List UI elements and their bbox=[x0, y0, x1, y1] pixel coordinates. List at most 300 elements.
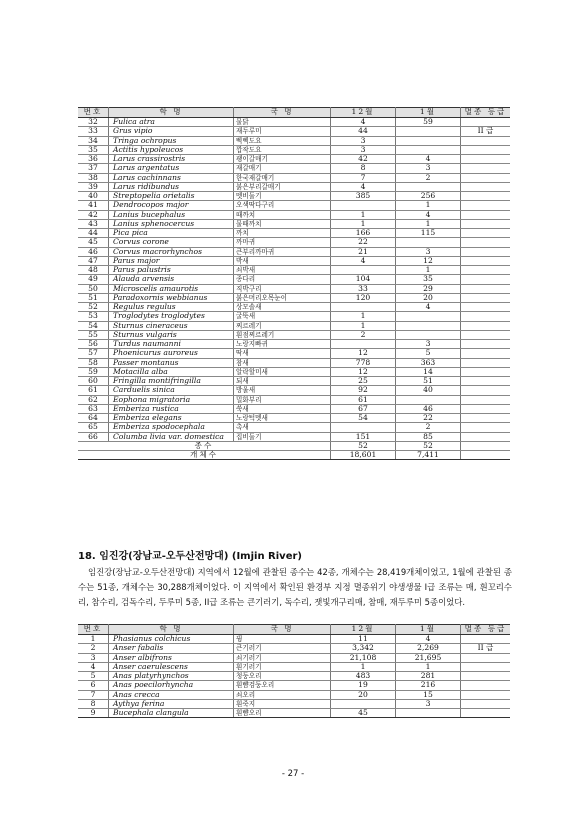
total-january: 7,411 bbox=[396, 451, 461, 460]
cell-no: 61 bbox=[78, 386, 109, 395]
cell-scientific-name: Parus palustris bbox=[109, 266, 234, 275]
cell-scientific-name: Streptopelia orietalis bbox=[109, 192, 234, 201]
cell-korean-name: 종다리 bbox=[234, 275, 331, 284]
cell-no: 55 bbox=[78, 330, 109, 339]
cell-scientific-name: Alauda arvensis bbox=[109, 275, 234, 284]
table-row bbox=[78, 247, 510, 256]
cell-december: 2 bbox=[331, 330, 396, 339]
cell-december: 1 bbox=[331, 321, 396, 330]
cell-korean-name: 멧비둘기 bbox=[234, 192, 331, 201]
table-row bbox=[78, 312, 510, 321]
cell-january: 51 bbox=[396, 377, 461, 386]
cell-scientific-name: Regulus regulus bbox=[109, 303, 234, 312]
cell-january bbox=[396, 136, 461, 145]
cell-january: 4 bbox=[396, 303, 461, 312]
cell-korean-name: 때까치 bbox=[234, 210, 331, 219]
cell-endangered-grade bbox=[461, 690, 511, 699]
cell-december: 25 bbox=[331, 377, 396, 386]
cell-korean-name: 청둥오리 bbox=[234, 672, 331, 681]
cell-no: 56 bbox=[78, 340, 109, 349]
cell-january: 5 bbox=[396, 349, 461, 358]
cell-endangered-grade bbox=[461, 395, 511, 404]
table-row bbox=[78, 201, 510, 210]
cell-korean-name: 집비둘기 bbox=[234, 432, 331, 441]
cell-january bbox=[396, 321, 461, 330]
cell-korean-name: 쇠기러기 bbox=[234, 653, 331, 662]
cell-endangered-grade bbox=[461, 247, 511, 256]
cell-endangered-grade bbox=[461, 312, 511, 321]
cell-december: 12 bbox=[331, 367, 396, 376]
cell-scientific-name: Corvus macrorhynchos bbox=[109, 247, 234, 256]
cell-december: 4 bbox=[331, 182, 396, 191]
cell-december: 11 bbox=[331, 635, 396, 644]
cell-korean-name: 박새 bbox=[234, 256, 331, 265]
cell-korean-name: 흰죽지 bbox=[234, 699, 331, 708]
cell-december: 4 bbox=[331, 118, 396, 127]
cell-no: 2 bbox=[78, 644, 109, 653]
cell-december: 61 bbox=[331, 395, 396, 404]
cell-january: 85 bbox=[396, 432, 461, 441]
cell-korean-name: 촉새 bbox=[234, 423, 331, 432]
cell-scientific-name: Paradoxornis webbianus bbox=[109, 293, 234, 302]
cell-scientific-name: Aythya ferina bbox=[109, 699, 234, 708]
table-row bbox=[78, 395, 510, 404]
cell-december: 21,108 bbox=[331, 653, 396, 662]
cell-january bbox=[396, 709, 461, 718]
cell-scientific-name: Columba livia var. domestica bbox=[109, 432, 234, 441]
table-header-row bbox=[78, 625, 510, 635]
cell-scientific-name: Emberiza spodocephala bbox=[109, 423, 234, 432]
cell-korean-name: 깝작도요 bbox=[234, 145, 331, 154]
table-row bbox=[78, 349, 510, 358]
cell-december: 21 bbox=[331, 247, 396, 256]
cell-december: 3 bbox=[331, 136, 396, 145]
cell-january: 363 bbox=[396, 358, 461, 367]
cell-endangered-grade bbox=[461, 238, 511, 247]
cell-no: 54 bbox=[78, 321, 109, 330]
cell-endangered-grade bbox=[461, 136, 511, 145]
cell-endangered-grade bbox=[461, 653, 511, 662]
cell-scientific-name: Grus vipio bbox=[109, 127, 234, 136]
cell-january: 1 bbox=[396, 201, 461, 210]
cell-december: 1 bbox=[331, 210, 396, 219]
cell-no: 8 bbox=[78, 699, 109, 708]
header-no: 번호 bbox=[78, 108, 109, 118]
cell-january bbox=[396, 312, 461, 321]
cell-no: 49 bbox=[78, 275, 109, 284]
cell-january: 2,269 bbox=[396, 644, 461, 653]
cell-december: 44 bbox=[331, 127, 396, 136]
table-row bbox=[78, 173, 510, 182]
table-row bbox=[78, 644, 510, 653]
cell-korean-name: 쇠오리 bbox=[234, 690, 331, 699]
cell-korean-name: 괭이갈매기 bbox=[234, 155, 331, 164]
cell-january: 12 bbox=[396, 256, 461, 265]
cell-korean-name: 노랑지빠귀 bbox=[234, 340, 331, 349]
cell-december: 1 bbox=[331, 312, 396, 321]
table-total-row bbox=[78, 451, 510, 460]
cell-no: 57 bbox=[78, 349, 109, 358]
table-row bbox=[78, 358, 510, 367]
cell-endangered-grade bbox=[461, 386, 511, 395]
cell-no: 5 bbox=[78, 672, 109, 681]
cell-korean-name: 꿩 bbox=[234, 635, 331, 644]
cell-korean-name: 물닭 bbox=[234, 118, 331, 127]
cell-no: 44 bbox=[78, 229, 109, 238]
cell-scientific-name: Passer montanus bbox=[109, 358, 234, 367]
cell-endangered-grade bbox=[461, 451, 511, 460]
cell-december: 19 bbox=[331, 681, 396, 690]
cell-korean-name: 붉은머리오목눈이 bbox=[234, 293, 331, 302]
total-december: 52 bbox=[331, 441, 396, 450]
cell-no: 39 bbox=[78, 182, 109, 191]
header-endangered-grade: 멸종 등급 bbox=[461, 625, 511, 635]
cell-no: 50 bbox=[78, 284, 109, 293]
cell-korean-name: 방울새 bbox=[234, 386, 331, 395]
cell-no: 3 bbox=[78, 653, 109, 662]
cell-december: 1 bbox=[331, 219, 396, 228]
cell-january: 20 bbox=[396, 293, 461, 302]
cell-january bbox=[396, 238, 461, 247]
table-row bbox=[78, 136, 510, 145]
cell-no: 6 bbox=[78, 681, 109, 690]
header-december: 12월 bbox=[331, 625, 396, 635]
cell-january: 4 bbox=[396, 210, 461, 219]
cell-endangered-grade bbox=[461, 404, 511, 413]
cell-korean-name: 참새 bbox=[234, 358, 331, 367]
cell-no: 63 bbox=[78, 404, 109, 413]
cell-endangered-grade bbox=[461, 709, 511, 718]
cell-scientific-name: Anser fabalis bbox=[109, 644, 234, 653]
cell-december: 12 bbox=[331, 349, 396, 358]
cell-december: 151 bbox=[331, 432, 396, 441]
cell-no: 51 bbox=[78, 293, 109, 302]
cell-korean-name: 한국재갈매기 bbox=[234, 173, 331, 182]
cell-scientific-name: Emberiza rustica bbox=[109, 404, 234, 413]
cell-no: 4 bbox=[78, 662, 109, 671]
cell-scientific-name: Emberiza elegans bbox=[109, 414, 234, 423]
cell-korean-name: 오색딱다구리 bbox=[234, 201, 331, 210]
cell-december: 483 bbox=[331, 672, 396, 681]
cell-endangered-grade bbox=[461, 340, 511, 349]
cell-endangered-grade bbox=[461, 672, 511, 681]
table-row bbox=[78, 681, 510, 690]
cell-december: 54 bbox=[331, 414, 396, 423]
table-header-row bbox=[78, 108, 510, 118]
cell-december bbox=[331, 423, 396, 432]
cell-scientific-name: Larus argentatus bbox=[109, 164, 234, 173]
cell-endangered-grade bbox=[461, 432, 511, 441]
table-row bbox=[78, 653, 510, 662]
cell-korean-name: 상모솔새 bbox=[234, 303, 331, 312]
cell-no: 46 bbox=[78, 247, 109, 256]
cell-scientific-name: Actitis hypoleucos bbox=[109, 145, 234, 154]
cell-korean-name: 되새 bbox=[234, 377, 331, 386]
header-korean-name: 국 명 bbox=[234, 108, 331, 118]
cell-no: 62 bbox=[78, 395, 109, 404]
cell-no: 35 bbox=[78, 145, 109, 154]
cell-december: 7 bbox=[331, 173, 396, 182]
table-row bbox=[78, 210, 510, 219]
cell-scientific-name: Phoenicurus auroreus bbox=[109, 349, 234, 358]
cell-january: 1 bbox=[396, 662, 461, 671]
table-total-row bbox=[78, 441, 510, 450]
cell-endangered-grade: II 급 bbox=[461, 644, 511, 653]
cell-january: 1 bbox=[396, 266, 461, 275]
cell-endangered-grade: II 급 bbox=[461, 127, 511, 136]
cell-january: 35 bbox=[396, 275, 461, 284]
cell-scientific-name: Anser albifrons bbox=[109, 653, 234, 662]
cell-no: 60 bbox=[78, 377, 109, 386]
table-row bbox=[78, 275, 510, 284]
cell-endangered-grade bbox=[461, 303, 511, 312]
cell-no: 40 bbox=[78, 192, 109, 201]
cell-scientific-name: Larus crassirostris bbox=[109, 155, 234, 164]
cell-january: 29 bbox=[396, 284, 461, 293]
cell-korean-name: 쇠박새 bbox=[234, 266, 331, 275]
cell-no: 52 bbox=[78, 303, 109, 312]
cell-january: 3 bbox=[396, 247, 461, 256]
cell-december: 3,342 bbox=[331, 644, 396, 653]
cell-no: 58 bbox=[78, 358, 109, 367]
cell-january: 40 bbox=[396, 386, 461, 395]
cell-january: 14 bbox=[396, 367, 461, 376]
section-heading: 18. 임진강(장남교-오두산전망대) (Imjin River) bbox=[78, 551, 302, 562]
cell-korean-name: 물때까치 bbox=[234, 219, 331, 228]
section-paragraph: 임진강(장남교-오두산전망대) 지역에서 12월에 관찰된 종수는 42종, 개체수는 28,419개체이었고, 1월에 관찰된 종수는 51종, 개체수는 30,288개체이었다. 이 지역에서 확인된 환경부 지정 멸종위기 야생생물 I급 조류는 매, 흰꼬리수리, 참수리, 검독수리, 두루미 5종, II급 조류는 큰기러기, 독수리, 잿빛개구리매, 참매, 재두루미 5종이었다. bbox=[78, 567, 512, 607]
cell-scientific-name: Motacilla alba bbox=[109, 367, 234, 376]
header-scientific-name: 학 명 bbox=[109, 625, 234, 635]
cell-january bbox=[396, 395, 461, 404]
cell-scientific-name: Pica pica bbox=[109, 229, 234, 238]
cell-january: 3 bbox=[396, 699, 461, 708]
table-row bbox=[78, 690, 510, 699]
table-row bbox=[78, 238, 510, 247]
total-label: 종수 bbox=[78, 441, 331, 450]
cell-scientific-name: Lanius bucephalus bbox=[109, 210, 234, 219]
header-scientific-name: 학 명 bbox=[109, 108, 234, 118]
cell-december: 20 bbox=[331, 690, 396, 699]
cell-december: 92 bbox=[331, 386, 396, 395]
cell-december: 166 bbox=[331, 229, 396, 238]
cell-scientific-name: Larus cachinnans bbox=[109, 173, 234, 182]
cell-endangered-grade bbox=[461, 182, 511, 191]
cell-scientific-name: Lanius sphenocercus bbox=[109, 219, 234, 228]
cell-january: 21,695 bbox=[396, 653, 461, 662]
cell-endangered-grade bbox=[461, 662, 511, 671]
cell-january: 46 bbox=[396, 404, 461, 413]
cell-december: 8 bbox=[331, 164, 396, 173]
cell-korean-name: 밀화부리 bbox=[234, 395, 331, 404]
cell-korean-name: 굴뚝새 bbox=[234, 312, 331, 321]
table-row bbox=[78, 709, 510, 718]
cell-no: 41 bbox=[78, 201, 109, 210]
cell-scientific-name: Troglodytes troglodytes bbox=[109, 312, 234, 321]
cell-endangered-grade bbox=[461, 284, 511, 293]
cell-endangered-grade bbox=[461, 699, 511, 708]
cell-scientific-name: Corvus corone bbox=[109, 238, 234, 247]
cell-korean-name: 알락할미새 bbox=[234, 367, 331, 376]
cell-scientific-name: Turdus naumanni bbox=[109, 340, 234, 349]
cell-korean-name: 흰뺨검둥오리 bbox=[234, 681, 331, 690]
cell-scientific-name: Sturnus cineraceus bbox=[109, 321, 234, 330]
cell-january: 15 bbox=[396, 690, 461, 699]
cell-december: 33 bbox=[331, 284, 396, 293]
cell-endangered-grade bbox=[461, 358, 511, 367]
table-row bbox=[78, 321, 510, 330]
cell-korean-name: 까치 bbox=[234, 229, 331, 238]
cell-january bbox=[396, 127, 461, 136]
cell-no: 43 bbox=[78, 219, 109, 228]
cell-endangered-grade bbox=[461, 173, 511, 182]
cell-december: 120 bbox=[331, 293, 396, 302]
cell-endangered-grade bbox=[461, 145, 511, 154]
cell-endangered-grade bbox=[461, 367, 511, 376]
cell-endangered-grade bbox=[461, 681, 511, 690]
cell-scientific-name: Larus ridibundus bbox=[109, 182, 234, 191]
cell-endangered-grade bbox=[461, 275, 511, 284]
cell-endangered-grade bbox=[461, 219, 511, 228]
cell-no: 64 bbox=[78, 414, 109, 423]
cell-korean-name: 흰점찌르레기 bbox=[234, 330, 331, 339]
cell-december: 22 bbox=[331, 238, 396, 247]
cell-korean-name: 큰부리까마귀 bbox=[234, 247, 331, 256]
cell-december: 4 bbox=[331, 256, 396, 265]
cell-no: 59 bbox=[78, 367, 109, 376]
cell-no: 42 bbox=[78, 210, 109, 219]
cell-no: 37 bbox=[78, 164, 109, 173]
cell-endangered-grade bbox=[461, 229, 511, 238]
cell-scientific-name: Fringilla montifringilla bbox=[109, 377, 234, 386]
cell-scientific-name: Parus major bbox=[109, 256, 234, 265]
cell-no: 47 bbox=[78, 256, 109, 265]
header-january: 1월 bbox=[396, 625, 461, 635]
cell-endangered-grade bbox=[461, 293, 511, 302]
header-endangered-grade: 멸종 등급 bbox=[461, 108, 511, 118]
cell-korean-name: 큰기러기 bbox=[234, 644, 331, 653]
cell-december: 778 bbox=[331, 358, 396, 367]
cell-no: 36 bbox=[78, 155, 109, 164]
cell-korean-name: 쑥새 bbox=[234, 404, 331, 413]
page-number: - 27 - bbox=[281, 769, 305, 779]
cell-korean-name: 붉은부리갈매기 bbox=[234, 182, 331, 191]
cell-january: 4 bbox=[396, 155, 461, 164]
cell-korean-name: 까마귀 bbox=[234, 238, 331, 247]
cell-scientific-name: Anser caerulescens bbox=[109, 662, 234, 671]
table-row bbox=[78, 127, 510, 136]
cell-no: 45 bbox=[78, 238, 109, 247]
cell-korean-name: 흰기러기 bbox=[234, 662, 331, 671]
cell-endangered-grade bbox=[461, 210, 511, 219]
cell-korean-name: 재갈매기 bbox=[234, 164, 331, 173]
total-label: 개체수 bbox=[78, 451, 331, 460]
cell-endangered-grade bbox=[461, 321, 511, 330]
cell-january: 2 bbox=[396, 423, 461, 432]
cell-december: 1 bbox=[331, 662, 396, 671]
cell-january: 281 bbox=[396, 672, 461, 681]
cell-january: 216 bbox=[396, 681, 461, 690]
cell-no: 33 bbox=[78, 127, 109, 136]
cell-scientific-name: Anas platyrhynchos bbox=[109, 672, 234, 681]
cell-endangered-grade bbox=[461, 349, 511, 358]
table-row bbox=[78, 284, 510, 293]
header-no: 번호 bbox=[78, 625, 109, 635]
cell-scientific-name: Sturnus vulgaris bbox=[109, 330, 234, 339]
cell-no: 1 bbox=[78, 635, 109, 644]
cell-december: 385 bbox=[331, 192, 396, 201]
cell-no: 32 bbox=[78, 118, 109, 127]
cell-no: 7 bbox=[78, 690, 109, 699]
header-january: 1월 bbox=[396, 108, 461, 118]
species-table-1 bbox=[78, 107, 510, 460]
species-table-2 bbox=[78, 624, 510, 718]
cell-january: 4 bbox=[396, 635, 461, 644]
cell-december: 42 bbox=[331, 155, 396, 164]
cell-scientific-name: Bucephala clangula bbox=[109, 709, 234, 718]
cell-no: 9 bbox=[78, 709, 109, 718]
cell-scientific-name: Microscelis amaurotis bbox=[109, 284, 234, 293]
cell-scientific-name: Fulica atra bbox=[109, 118, 234, 127]
cell-january: 3 bbox=[396, 340, 461, 349]
total-december: 18,601 bbox=[331, 451, 396, 460]
header-korean-name: 국 명 bbox=[234, 625, 331, 635]
cell-endangered-grade bbox=[461, 155, 511, 164]
cell-endangered-grade bbox=[461, 414, 511, 423]
cell-scientific-name: Tringa ochropus bbox=[109, 136, 234, 145]
cell-december: 104 bbox=[331, 275, 396, 284]
cell-january: 115 bbox=[396, 229, 461, 238]
cell-december: 3 bbox=[331, 145, 396, 154]
cell-scientific-name: Dendrocopos major bbox=[109, 201, 234, 210]
cell-no: 34 bbox=[78, 136, 109, 145]
cell-scientific-name: Phasianus colchicus bbox=[109, 635, 234, 644]
cell-scientific-name: Anas crecca bbox=[109, 690, 234, 699]
header-december: 12월 bbox=[331, 108, 396, 118]
cell-january: 3 bbox=[396, 164, 461, 173]
cell-january: 22 bbox=[396, 414, 461, 423]
cell-no: 48 bbox=[78, 266, 109, 275]
cell-endangered-grade bbox=[461, 256, 511, 265]
cell-december: 67 bbox=[331, 404, 396, 413]
cell-endangered-grade bbox=[461, 423, 511, 432]
cell-korean-name: 흰뺨오리 bbox=[234, 709, 331, 718]
cell-january: 2 bbox=[396, 173, 461, 182]
table-row bbox=[78, 423, 510, 432]
total-january: 52 bbox=[396, 441, 461, 450]
cell-january: 1 bbox=[396, 219, 461, 228]
cell-korean-name: 딱새 bbox=[234, 349, 331, 358]
cell-endangered-grade bbox=[461, 164, 511, 173]
cell-no: 66 bbox=[78, 432, 109, 441]
table-row bbox=[78, 386, 510, 395]
cell-january: 256 bbox=[396, 192, 461, 201]
cell-scientific-name: Anas poecilorhyncha bbox=[109, 681, 234, 690]
cell-endangered-grade bbox=[461, 330, 511, 339]
cell-endangered-grade bbox=[461, 192, 511, 201]
cell-no: 65 bbox=[78, 423, 109, 432]
cell-scientific-name: Carduelis sinica bbox=[109, 386, 234, 395]
cell-december bbox=[331, 201, 396, 210]
cell-endangered-grade bbox=[461, 266, 511, 275]
cell-january: 59 bbox=[396, 118, 461, 127]
table-row bbox=[78, 164, 510, 173]
cell-endangered-grade bbox=[461, 377, 511, 386]
cell-no: 38 bbox=[78, 173, 109, 182]
cell-korean-name: 재두루미 bbox=[234, 127, 331, 136]
table-row bbox=[78, 432, 510, 441]
cell-december: 45 bbox=[331, 709, 396, 718]
cell-korean-name: 찌르레기 bbox=[234, 321, 331, 330]
